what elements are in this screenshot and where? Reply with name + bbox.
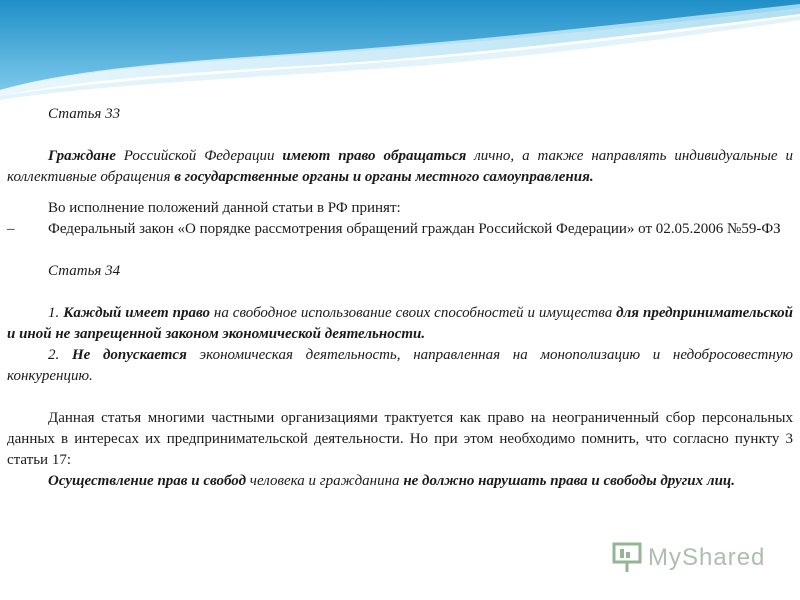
text-run: в государственные органы и органы местного самоуправления. bbox=[174, 169, 594, 185]
article-17-quote bbox=[7, 471, 793, 492]
text-run: лично, а также направлять индивидуальные и коллективные обращения bbox=[7, 148, 793, 185]
text-run: на свободное использование своих способностей и имущества bbox=[209, 305, 617, 321]
header-wave-decoration bbox=[0, 0, 800, 100]
article-34-commentary: Данная статья многими частными организациями трактуется как право на неограниченный сбор персональных данных в интересах их предпринимательской деятельности. Но при этом необходимо помнить, что согласно пункту 3 статьи 17: bbox=[7, 410, 793, 468]
text-run: Осуществление прав и свобод bbox=[48, 473, 247, 489]
text-run: Не допускается bbox=[71, 347, 187, 363]
article-34-clause-2 bbox=[7, 345, 793, 387]
federal-law-reference: Федеральный закон «О порядке рассмотрения обращений граждан Российской Федерации» от 02.05.2006 №59-ФЗ bbox=[48, 221, 781, 237]
article-33-text bbox=[7, 146, 793, 188]
text-run: 2. bbox=[48, 347, 72, 363]
article-34-clause-1 bbox=[7, 303, 793, 345]
text-run: имеют право обращаться bbox=[282, 148, 467, 164]
text-run: экономическая деятельность, направленная на монополизацию и недобросовестную конкуренцию. bbox=[7, 347, 794, 384]
presentation-board-icon bbox=[612, 542, 642, 574]
text-run: Граждане bbox=[48, 148, 116, 164]
text-run: не должно нарушать права и свободы других лиц. bbox=[403, 473, 736, 489]
article-34-heading: Статья 34 bbox=[48, 263, 121, 279]
text-run: человека и гражданина bbox=[246, 473, 404, 489]
text-run: для предпринимательской и иной не запрещенной законом экономической деятельности. bbox=[7, 305, 794, 342]
watermark bbox=[612, 538, 792, 578]
text-run: Каждый имеет право bbox=[63, 305, 210, 321]
article-33-heading: Статья 33 bbox=[48, 106, 121, 122]
text-run: Российской Федерации bbox=[115, 148, 283, 164]
watermark-text: MyShared bbox=[648, 544, 766, 571]
implementation-note: Во исполнение положений данной статьи в РФ принят: bbox=[48, 200, 401, 216]
text-run: 1. bbox=[48, 305, 64, 321]
law-list-item bbox=[7, 219, 793, 240]
document-body bbox=[7, 104, 793, 492]
list-dash: – bbox=[7, 221, 15, 237]
